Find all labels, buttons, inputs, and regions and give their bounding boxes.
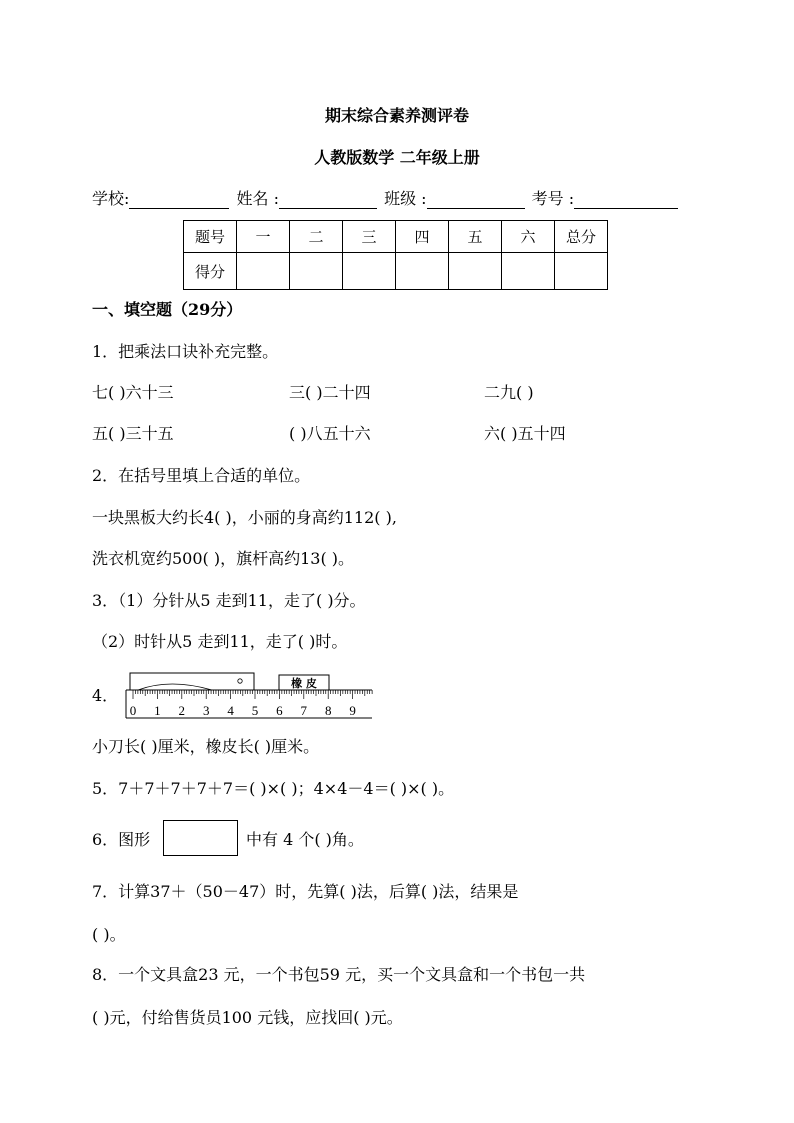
ruler-label: 2 — [178, 703, 186, 718]
q5-text[interactable]: 5．7＋7＋7＋7＋7＝( )×( )；4×4－4＝( )×( )。 — [92, 779, 455, 798]
eraser-label: 橡 皮 — [291, 677, 317, 690]
q1-blank[interactable]: 三( )二十四 — [289, 383, 371, 402]
rectangle-figure — [163, 820, 238, 856]
score-table-score-row — [184, 253, 608, 290]
q2-line[interactable]: 洗衣机宽约500( )，旗杆高约13( )。 — [92, 549, 355, 568]
score-cell[interactable] — [343, 253, 396, 290]
score-cell[interactable] — [290, 253, 343, 290]
school-label: 学校: — [92, 189, 130, 208]
score-header-cell: 三 — [343, 221, 396, 253]
ruler-label: 6 — [276, 703, 283, 718]
score-header-cell: 五 — [449, 221, 502, 253]
ruler-label: 1 — [154, 703, 161, 718]
q2-line[interactable]: 一块黑板大约长4( )，小丽的身高约112( ), — [92, 508, 397, 527]
page-subtitle: 人教版数学 二年级上册 — [314, 148, 480, 167]
q3-line[interactable]: 3．（1）分针从5 走到11，走了( )分。 — [92, 591, 366, 610]
ruler-ticks — [133, 690, 372, 699]
score-cell[interactable] — [449, 253, 502, 290]
score-header-cell: 六 — [502, 221, 555, 253]
ruler-label: 9 — [349, 703, 356, 718]
score-header-cell: 总分 — [555, 221, 608, 253]
q1-blank[interactable]: ( )八五十六 — [289, 424, 371, 443]
q1-blank[interactable]: 六( )五十四 — [484, 424, 566, 443]
q1-blank[interactable]: 七( )六十三 — [92, 383, 174, 402]
class-field[interactable] — [427, 192, 525, 209]
score-header-cell: 题号 — [184, 221, 237, 253]
score-cell[interactable] — [502, 253, 555, 290]
score-table — [183, 220, 608, 290]
q6-suffix[interactable]: 中有 4 个( )角。 — [246, 830, 364, 849]
exam-no-field[interactable] — [574, 192, 678, 209]
name-label: 姓名 : — [236, 189, 279, 208]
score-header-cell: 一 — [237, 221, 290, 253]
exam-no-label: 考号 : — [531, 189, 575, 208]
q7-line[interactable]: 7．计算37＋（50－47）时，先算( )法，后算( )法，结果是 — [92, 882, 519, 901]
info-fields — [92, 189, 678, 209]
score-cell[interactable] — [237, 253, 290, 290]
q8-line[interactable]: ( )元，付给售货员100 元钱，应找回( )元。 — [92, 1008, 403, 1027]
q8-line: 8．一个文具盒23 元，一个书包59 元，买一个文具盒和一个书包一共 — [92, 965, 586, 984]
name-field[interactable] — [279, 192, 377, 209]
score-cell[interactable] — [555, 253, 608, 290]
ruler-label: 4 — [227, 703, 234, 718]
page-title: 期末综合素养测评卷 — [324, 106, 469, 125]
ruler-label: 0 — [129, 703, 137, 718]
q1-text: 1．把乘法口诀补充完整。 — [92, 342, 279, 361]
class-label: 班级 : — [384, 189, 427, 208]
score-cell[interactable] — [396, 253, 449, 290]
q1-blank[interactable]: 二九( ) — [484, 383, 534, 402]
q7-line[interactable]: ( )。 — [92, 925, 126, 944]
knife-rivet — [238, 679, 242, 683]
knife-blade — [138, 684, 212, 690]
ruler-labels — [130, 703, 356, 718]
ruler-label: 5 — [251, 703, 259, 718]
q2-text: 2．在括号里填上合适的单位。 — [92, 466, 311, 485]
q1-blank[interactable]: 五( )三十五 — [92, 424, 174, 443]
ruler-label: 8 — [324, 703, 332, 718]
knife-outline — [130, 673, 254, 690]
score-header-cell: 四 — [396, 221, 449, 253]
q4-text[interactable]: 小刀长( )厘米，橡皮长( )厘米。 — [92, 737, 320, 756]
score-row-label: 得分 — [184, 253, 237, 290]
section-heading: 一、填空题（29分） — [92, 300, 243, 319]
score-header-cell: 二 — [290, 221, 343, 253]
school-field[interactable] — [129, 192, 229, 209]
score-table-header-row — [184, 221, 608, 253]
ruler-figure — [120, 668, 375, 720]
q4-number: 4． — [92, 686, 119, 705]
ruler-label: 7 — [300, 703, 308, 718]
q6-prefix: 6．图形 — [92, 830, 151, 849]
ruler-label: 3 — [202, 703, 210, 718]
q3-line[interactable]: （2）时针从5 走到11，走了( )时。 — [92, 632, 348, 651]
